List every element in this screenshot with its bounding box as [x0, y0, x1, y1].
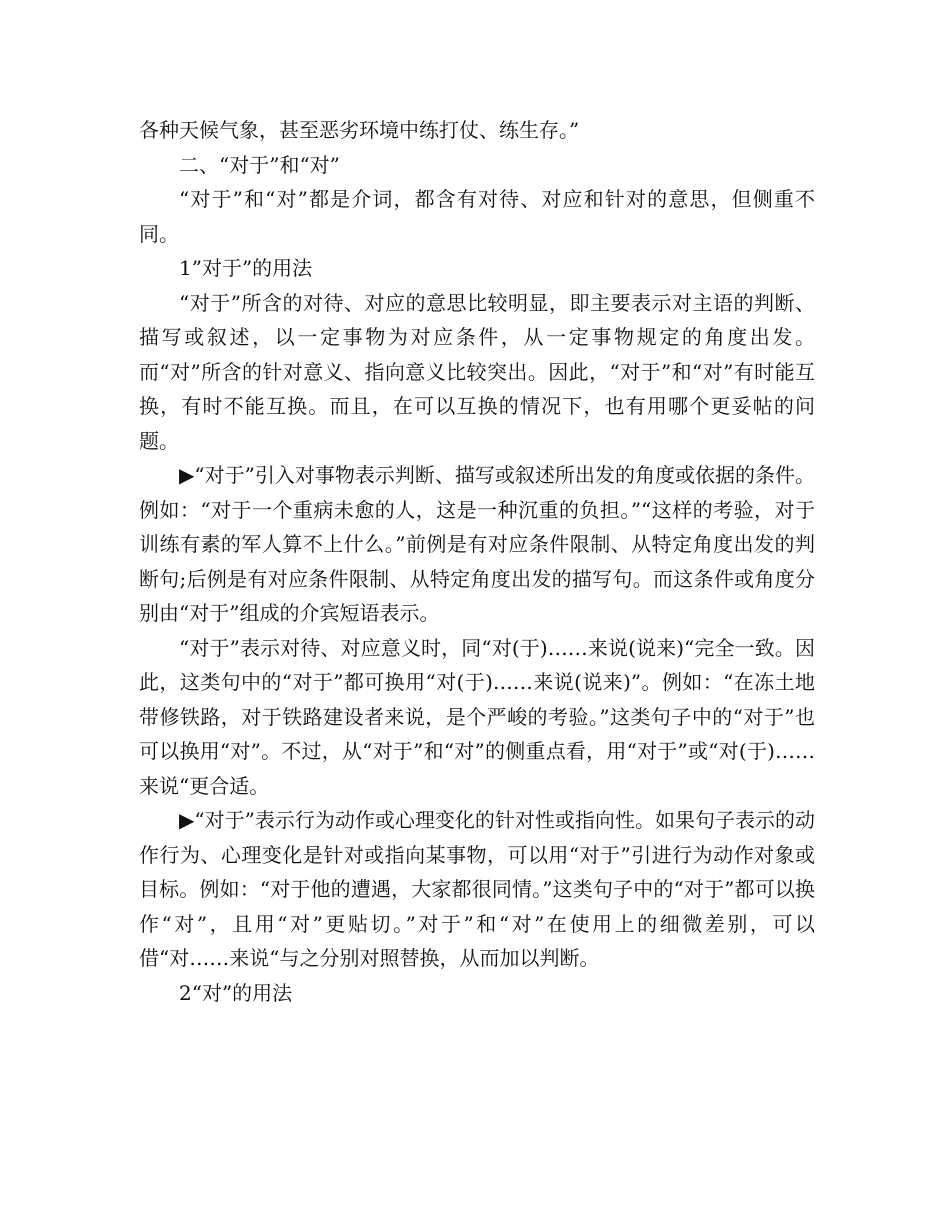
paragraph: “对于”和“对”都是介词，都含有对待、对应和针对的意思，但侧重不同。	[139, 187, 815, 246]
document-body	[139, 113, 815, 1010]
bullet-paragraph: ▶“对于”表示行为动作或心理变化的针对性或指向性。如果句子表示的动作行为、心理变化是针对或指向某事物，可以用“对于”引进行为动作对象或目标。例如：“对于他的遭遇，大家都很同情。”这类句子中的“对于”都可以换作“对”，且用“对”更贴切。”对于”和“对”在使用上的细微差别，可以借“对……来说“与之分别对照替换，从而加以判断。	[139, 808, 815, 970]
paragraph: “对于”表示对待、对应意义时，同“对(于)……来说(说来)“完全一致。因此，这类句中的“对于”都可换用“对(于)……来说(说来)”。例如：“在冻土地带修铁路，对于铁路建设者来说，是个严峻的考验。”这类句子中的“对于”也可以换用“对”。不过，从“对于”和“对”的侧重点看，用“对于”或“对(于)……来说“更合适。	[139, 635, 815, 798]
section-heading: 二、“对于”和“对”	[179, 152, 340, 177]
paragraph: “对于”所含的对待、对应的意思比较明显，即主要表示对主语的判断、描写或叙述，以一定事物为对应条件，从一定事物规定的角度出发。而“对”所含的针对意义、指向意义比较突出。因此，“对于”和“对”有时能互换，有时不能互换。而且，在可以互换的情况下，也有用哪个更妥帖的问题。	[139, 290, 815, 453]
subsection-heading: 2“对”的用法	[179, 980, 293, 1005]
paragraph-continuation: 各种天候气象，甚至恶劣环境中练打仗、练生存。”	[139, 118, 580, 142]
subsection-heading: 1”对于”的用法	[179, 256, 313, 280]
bullet-paragraph: ▶“对于”引入对事物表示判断、描写或叙述所出发的角度或依据的条件。例如：“对于一个重病未愈的人，这是一种沉重的负担。”“这样的考验，对于训练有素的军人算不上什么。”前例是有对应条件限制、从特定角度出发的判断句;后例是有对应条件限制、从特定角度出发的描写句。而这条件或角度分别由“对于”组成的介宾短语表示。	[139, 463, 815, 625]
